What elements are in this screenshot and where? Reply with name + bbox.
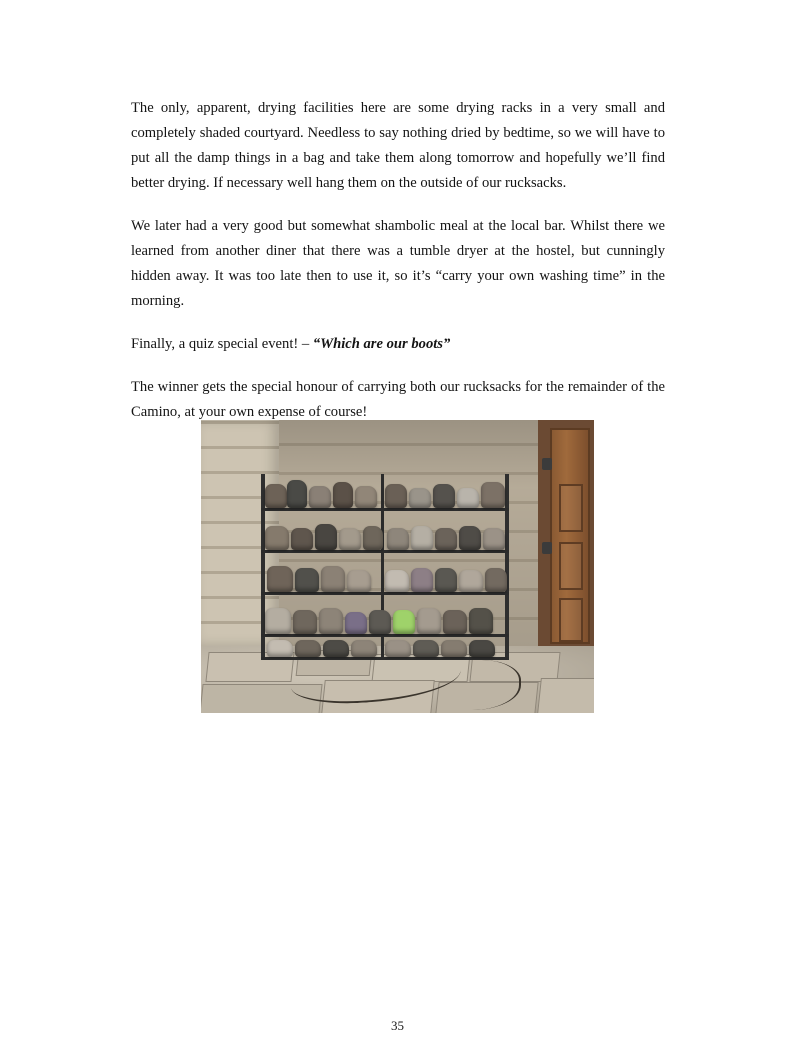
shoe-item — [457, 488, 479, 508]
shoe-item — [469, 608, 493, 634]
shoe-item — [333, 482, 353, 508]
shoe-item — [339, 528, 361, 550]
shoe-item — [363, 526, 383, 550]
shoe-item — [481, 482, 505, 508]
paragraph-2: We later had a very good but somewhat shambolic meal at the local bar. Whilst there we learned from another diner that there was a tumble dryer at the hostel, but cunningly hidden away. It was too late then to use it, so it’s “carry your own washing time” in the morning. — [131, 218, 665, 309]
door-panel-bottom — [559, 598, 583, 642]
rack-shelf — [261, 550, 509, 553]
door-panel-middle — [559, 542, 583, 590]
shoe-item — [369, 610, 391, 634]
page-number: 35 — [391, 1018, 404, 1033]
rack-shelf — [261, 508, 509, 511]
hose-on-floor-secondary — [423, 660, 521, 710]
paragraph-1: The only, apparent, drying facilities here are some drying racks in a very small and completely shaded courtyard. Needless to say nothing dried by bedtime, so we will have to put all the damp things in a bag and take them along tomorrow and hopefully we’ll find better drying. If necessary well hang them on the outside of our rucksacks. — [131, 100, 665, 191]
shoe-item — [443, 610, 467, 634]
shoe-item — [469, 640, 495, 657]
door-hinge-upper — [542, 458, 552, 470]
shoe-item — [435, 528, 457, 550]
shoe-item — [411, 568, 433, 592]
shoe-item — [293, 610, 317, 634]
shoe-rack-photo — [201, 420, 594, 713]
floor-flagstone — [537, 678, 594, 713]
shoe-item — [321, 566, 345, 592]
shoe-item — [309, 486, 331, 508]
shoe-item — [411, 526, 433, 550]
shoe-item — [459, 570, 483, 592]
shoe-item — [485, 568, 507, 592]
shoe-item — [315, 524, 337, 550]
shoe-item — [295, 640, 321, 657]
door-hinge-lower — [542, 542, 552, 554]
shoe-item — [345, 612, 367, 634]
closing-paragraph: The winner gets the special honour of carrying both our rucksacks for the remainder of the Camino, at your own expense of course! — [131, 379, 665, 420]
shoe-item — [387, 528, 409, 550]
shoe-item — [351, 640, 377, 657]
shoe-rack — [261, 474, 509, 660]
page-content — [131, 96, 665, 425]
shoe-item — [433, 484, 455, 508]
shoe-item — [435, 568, 457, 592]
shoe-item — [265, 526, 289, 550]
shoe-item — [393, 610, 415, 634]
quiz-line — [131, 332, 665, 357]
quiz-lead-text: Finally, a quiz special event! – — [131, 336, 313, 352]
shoe-item — [291, 528, 313, 550]
shoe-item — [319, 608, 343, 634]
shoe-item — [459, 526, 481, 550]
shoe-item — [265, 608, 291, 634]
shoe-item — [295, 568, 319, 592]
shoe-item — [409, 488, 431, 508]
shoe-item — [483, 528, 505, 550]
quiz-title-text: “Which are our boots” — [312, 336, 451, 352]
shoe-item — [347, 570, 371, 592]
rack-shelf — [261, 592, 509, 595]
shoe-item — [265, 484, 287, 508]
shoe-item — [323, 640, 349, 657]
shoe-item — [355, 486, 377, 508]
shoe-item — [385, 484, 407, 508]
shoe-item — [385, 570, 409, 592]
door-panel-top — [559, 484, 583, 532]
rack-shelf — [261, 634, 509, 637]
shoe-item — [287, 480, 307, 508]
wooden-door — [550, 428, 590, 644]
shoe-item — [417, 608, 441, 634]
shoe-item — [267, 566, 293, 592]
photo-scene — [201, 420, 594, 713]
shoe-item — [267, 640, 293, 657]
